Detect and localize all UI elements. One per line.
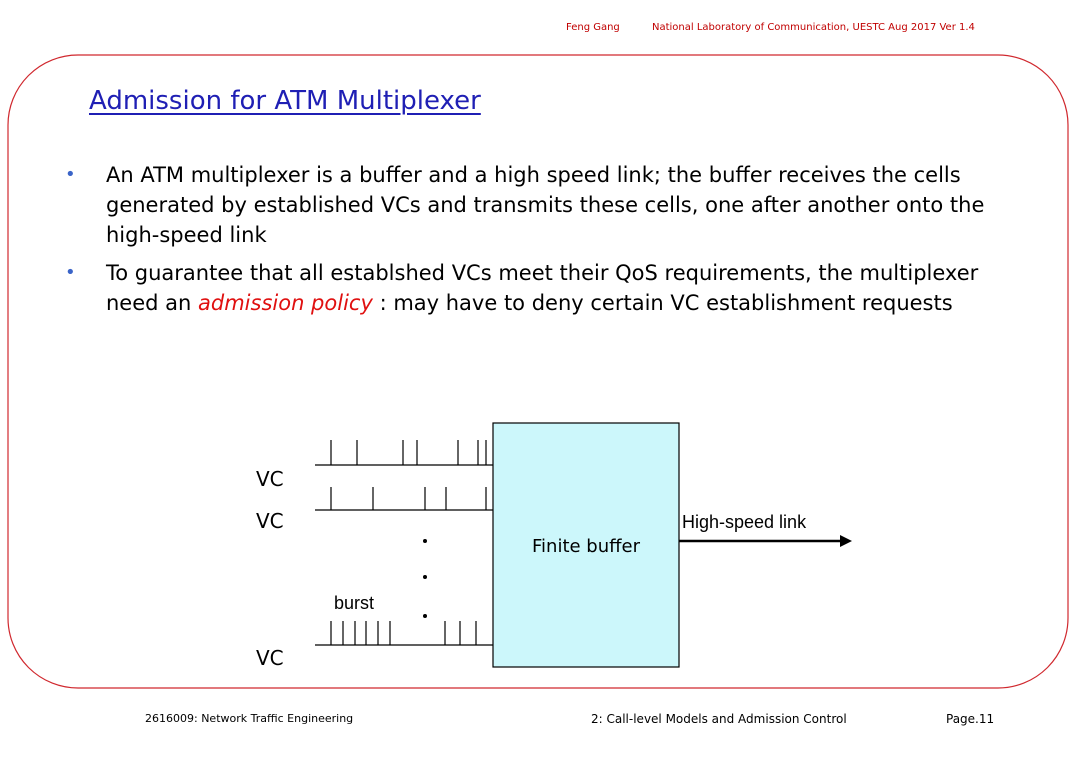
buffer-label: Finite buffer (531, 536, 641, 557)
bullet-text: To guarantee that all establshed VCs meet their QoS requirements, the multiplexer need an (106, 261, 979, 315)
footer-chapter: 2: Call-level Models and Admission Control (591, 712, 847, 726)
emphasis-admission-policy: admission policy (198, 291, 373, 315)
vc-label-2: VC (256, 509, 284, 533)
header-organization: National Laboratory of Communication, UESTC Aug 2017 Ver 1.4 (652, 22, 975, 33)
bullet-dot-icon: • (65, 164, 76, 185)
vc-label-3: VC (256, 646, 284, 670)
bullet-text-tail: : may have to deny certain VC establishment requests (372, 291, 953, 315)
vc-cells-2 (331, 487, 486, 510)
vc-label-1: VC (256, 467, 284, 491)
footer-course: 2616009: Network Traffic Engineering (145, 712, 354, 725)
slide-title: Admission for ATM Multiplexer (89, 86, 481, 116)
bullet-dot-icon: • (65, 262, 76, 283)
arrowhead-icon (840, 535, 852, 547)
vc-cells-1 (331, 440, 486, 465)
link-label: High-speed link (682, 512, 807, 532)
vc-cells-3 (331, 621, 476, 645)
ellipsis-dots (423, 539, 427, 618)
footer-page-number: Page.11 (946, 712, 995, 726)
bullet-text: An ATM multiplexer is a buffer and a high speed link; the buffer receives the cells generated by established VCs and transmits these cells, one after another onto the high-speed link (106, 163, 985, 247)
burst-label: burst (334, 593, 375, 613)
header-author: Feng Gang (566, 22, 620, 33)
